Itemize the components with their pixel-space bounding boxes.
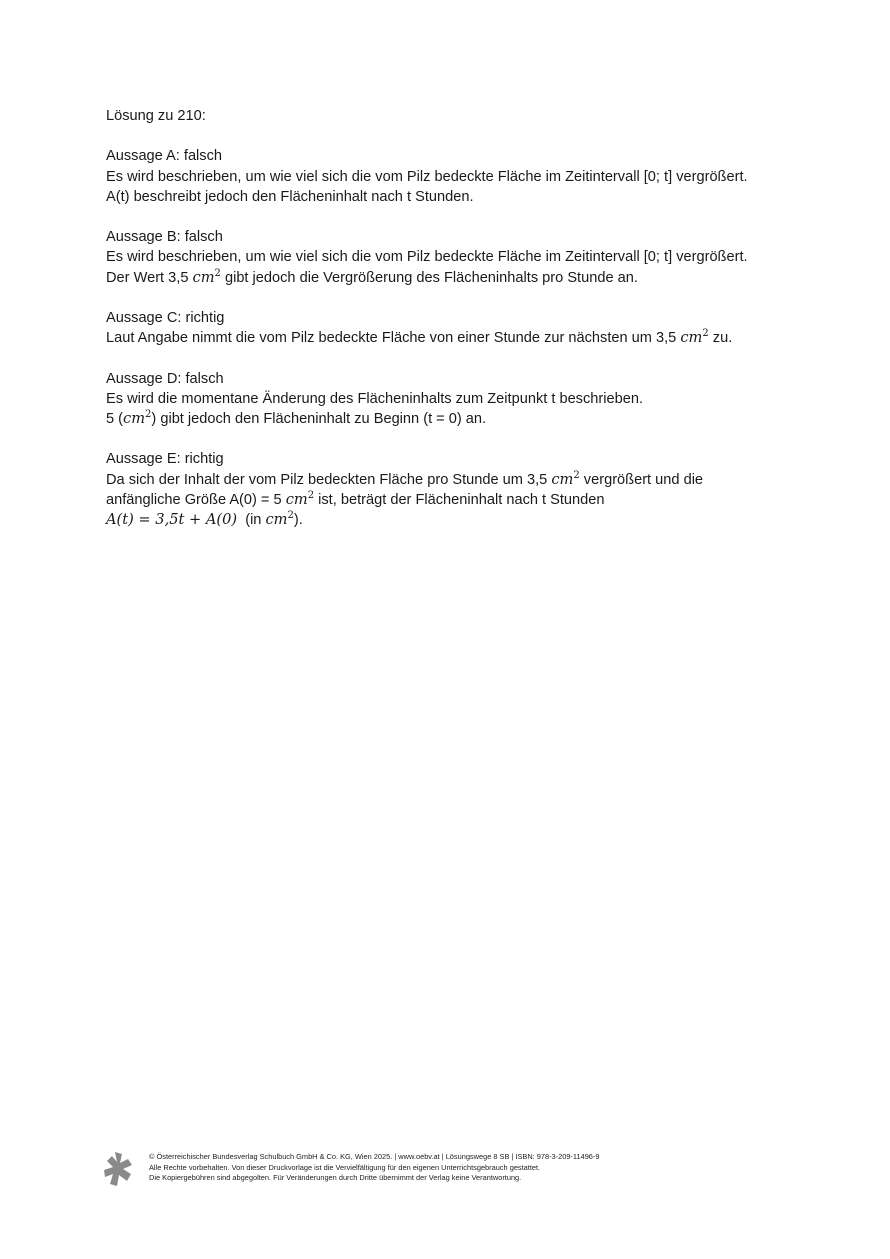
footer-text — [149, 1152, 600, 1184]
solution-content — [106, 106, 806, 530]
unit-cm2: $cm^2$ — [285, 489, 315, 508]
statement-b-title: Aussage B: falsch — [106, 229, 223, 246]
statement-e-line-2: anfängliche Größe A(0) = 5 $cm^2$ ist, beträgt der Flächeninhalt nach t Stunden — [106, 489, 605, 508]
statement-a-line-1: Es wird beschrieben, um wie viel sich die vom Pilz bedeckte Fläche im Zeitintervall [0; t] vergrößert. — [106, 168, 748, 185]
solution-heading: Lösung zu 210: — [106, 108, 206, 124]
statement-e-formula-line: A(t) = 3,5t + A(0) (in $cm^2$). — [106, 509, 303, 528]
statement-b-line-2: Der Wert 3,5 $cm^2$ gibt jedoch die Vergrößerung des Flächeninhalts pro Stunde an. — [106, 267, 638, 286]
statement-c-title: Aussage C: richtig — [106, 309, 225, 326]
footer-disclaimer: Die Kopiergebühren sind abgegolten. Für Veränderungen durch Dritte übernimmt der Verlag keine Verantwortung. — [149, 1173, 522, 1183]
footer-rights: Alle Rechte vorbehalten. Von dieser Druckvorlage ist die Vervielfältigung für den eigenen Unterrichtsgebrauch gestattet. — [149, 1162, 541, 1172]
page-footer — [104, 1152, 804, 1192]
unit-cm2: $cm^2$ — [123, 408, 152, 427]
unit-cm2: $cm^2$ — [265, 509, 294, 528]
statement-e-line-1: Da sich der Inhalt der vom Pilz bedeckten Fläche pro Stunde um 3,5 $cm^2$ vergrößert und die — [106, 469, 704, 488]
unit-cm2: $cm^2$ — [192, 267, 221, 286]
unit-cm2: $cm^2$ — [551, 469, 580, 488]
statement-d-line-2: 5 $(cm^2)$ gibt jedoch den Flächeninhalt zu Beginn (t = 0) an. — [106, 408, 487, 427]
statement-a-line-2: A(t) beschreibt jedoch den Flächeninhalt nach t Stunden. — [106, 188, 474, 205]
publisher-logo-icon — [104, 1152, 136, 1186]
statement-e-title: Aussage E: richtig — [106, 451, 224, 468]
footer-copyright: © Österreichischer Bundesverlag Schulbuch GmbH & Co. KG, Wien 2025. | www.oebv.at | Lösungswege 8 SB | ISBN: 978-3-209-11496-9 — [149, 1152, 600, 1161]
statement-c-line-1: Laut Angabe nimmt die vom Pilz bedeckte Fläche von einer Stunde zur nächsten um 3,5 $cm^2$ zu. — [106, 328, 733, 347]
statement-d-line-1: Es wird die momentane Änderung des Flächeninhalts zum Zeitpunkt t beschrieben. — [106, 390, 644, 407]
statement-a-title: Aussage A: falsch — [106, 148, 223, 165]
statement-b-line-1: Es wird beschrieben, um wie viel sich die vom Pilz bedeckte Fläche im Zeitintervall [0; t] vergrößert. — [106, 249, 748, 266]
statement-d-title: Aussage D: falsch — [106, 370, 224, 387]
unit-cm2: $cm^2$ — [680, 328, 709, 347]
area-formula: A(t) = 3,5t + A(0) — [106, 510, 238, 528]
